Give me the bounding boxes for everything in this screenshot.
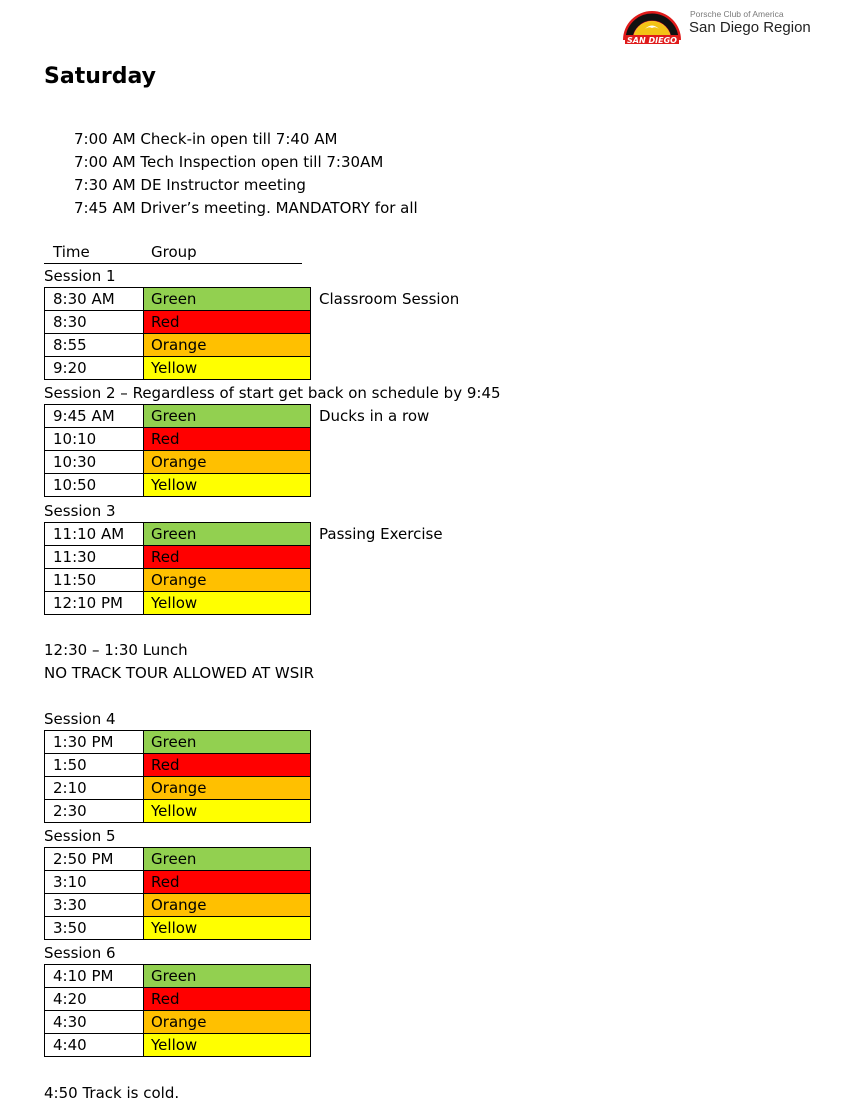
header-underline bbox=[44, 263, 302, 264]
time-cell: 9:20 bbox=[45, 357, 144, 380]
table-row bbox=[45, 848, 311, 871]
time-cell: 10:10 bbox=[45, 428, 144, 451]
group-cell: Red bbox=[144, 754, 311, 777]
time-cell: 8:30 bbox=[45, 311, 144, 334]
column-header-group: Group bbox=[151, 243, 197, 261]
time-cell: 4:40 bbox=[45, 1034, 144, 1057]
group-cell: Orange bbox=[144, 451, 311, 474]
group-cell: Orange bbox=[144, 894, 311, 917]
group-cell: Yellow bbox=[144, 357, 311, 380]
table-row bbox=[45, 451, 311, 474]
group-cell: Red bbox=[144, 546, 311, 569]
group-cell: Orange bbox=[144, 334, 311, 357]
time-cell: 2:50 PM bbox=[45, 848, 144, 871]
session-label: Session 4 bbox=[44, 710, 116, 728]
time-cell: 4:20 bbox=[45, 988, 144, 1011]
time-cell: 11:50 bbox=[45, 569, 144, 592]
session-label: Session 1 bbox=[44, 267, 116, 285]
time-cell: 1:50 bbox=[45, 754, 144, 777]
session-label: Session 3 bbox=[44, 502, 116, 520]
time-cell: 11:30 bbox=[45, 546, 144, 569]
group-cell: Green bbox=[144, 965, 311, 988]
table-row bbox=[45, 988, 311, 1011]
table-row bbox=[45, 405, 311, 428]
org-name-small: Porsche Club of America bbox=[690, 9, 784, 19]
group-cell: Orange bbox=[144, 777, 311, 800]
session-note: Ducks in a row bbox=[319, 407, 430, 425]
closing-text: 4:50 Track is cold. bbox=[44, 1084, 180, 1102]
table-row bbox=[45, 474, 311, 497]
group-cell: Green bbox=[144, 848, 311, 871]
group-cell: Orange bbox=[144, 569, 311, 592]
intro-line: 7:00 AM Check-in open till 7:40 AM bbox=[74, 130, 338, 148]
group-cell: Red bbox=[144, 428, 311, 451]
lunch-text: 12:30 – 1:30 Lunch bbox=[44, 641, 188, 659]
table-row bbox=[45, 800, 311, 823]
group-cell: Yellow bbox=[144, 592, 311, 615]
table-row bbox=[45, 357, 311, 380]
table-row bbox=[45, 523, 311, 546]
page-title: Saturday bbox=[44, 64, 156, 89]
table-row bbox=[45, 311, 311, 334]
time-cell: 8:30 AM bbox=[45, 288, 144, 311]
group-cell: Yellow bbox=[144, 1034, 311, 1057]
time-cell: 3:10 bbox=[45, 871, 144, 894]
group-cell: Orange bbox=[144, 1011, 311, 1034]
table-row bbox=[45, 1011, 311, 1034]
time-cell: 9:45 AM bbox=[45, 405, 144, 428]
time-cell: 3:50 bbox=[45, 917, 144, 940]
session-label: Session 5 bbox=[44, 827, 116, 845]
table-row bbox=[45, 428, 311, 451]
table-row bbox=[45, 754, 311, 777]
table-row bbox=[45, 569, 311, 592]
session-note: Classroom Session bbox=[319, 290, 460, 308]
lunch-note: NO TRACK TOUR ALLOWED AT WSIR bbox=[44, 664, 315, 682]
group-cell: Green bbox=[144, 523, 311, 546]
time-cell: 4:10 PM bbox=[45, 965, 144, 988]
table-row bbox=[45, 894, 311, 917]
logo-wordmark: SAN DIEGO bbox=[627, 36, 677, 44]
time-cell: 2:10 bbox=[45, 777, 144, 800]
org-region-name: San Diego Region bbox=[689, 19, 811, 36]
group-cell: Red bbox=[144, 871, 311, 894]
time-cell: 3:30 bbox=[45, 894, 144, 917]
group-cell: Red bbox=[144, 311, 311, 334]
session-table bbox=[44, 730, 311, 823]
session-label: Session 2 – Regardless of start get back on schedule by 9:45 bbox=[44, 384, 501, 402]
table-row bbox=[45, 777, 311, 800]
time-cell: 4:30 bbox=[45, 1011, 144, 1034]
intro-line: 7:45 AM Driver’s meeting. MANDATORY for all bbox=[74, 199, 418, 217]
table-row bbox=[45, 334, 311, 357]
table-row bbox=[45, 965, 311, 988]
time-cell: 8:55 bbox=[45, 334, 144, 357]
session-table bbox=[44, 847, 311, 940]
table-row bbox=[45, 1034, 311, 1057]
time-cell: 1:30 PM bbox=[45, 731, 144, 754]
session-note: Passing Exercise bbox=[319, 525, 443, 543]
table-row bbox=[45, 871, 311, 894]
time-cell: 2:30 bbox=[45, 800, 144, 823]
session-table bbox=[44, 287, 311, 380]
group-cell: Yellow bbox=[144, 474, 311, 497]
pca-san-diego-logo bbox=[621, 2, 683, 44]
session-table bbox=[44, 522, 311, 615]
session-table bbox=[44, 964, 311, 1057]
table-row bbox=[45, 731, 311, 754]
time-cell: 10:30 bbox=[45, 451, 144, 474]
column-header-time: Time bbox=[53, 243, 90, 261]
time-cell: 10:50 bbox=[45, 474, 144, 497]
table-row bbox=[45, 546, 311, 569]
group-cell: Green bbox=[144, 405, 311, 428]
table-row bbox=[45, 288, 311, 311]
group-cell: Yellow bbox=[144, 917, 311, 940]
group-cell: Yellow bbox=[144, 800, 311, 823]
table-row bbox=[45, 917, 311, 940]
table-row bbox=[45, 592, 311, 615]
group-cell: Green bbox=[144, 288, 311, 311]
intro-line: 7:00 AM Tech Inspection open till 7:30AM bbox=[74, 153, 384, 171]
session-label: Session 6 bbox=[44, 944, 116, 962]
session-table bbox=[44, 404, 311, 497]
group-cell: Red bbox=[144, 988, 311, 1011]
time-cell: 11:10 AM bbox=[45, 523, 144, 546]
time-cell: 12:10 PM bbox=[45, 592, 144, 615]
group-cell: Green bbox=[144, 731, 311, 754]
intro-line: 7:30 AM DE Instructor meeting bbox=[74, 176, 306, 194]
